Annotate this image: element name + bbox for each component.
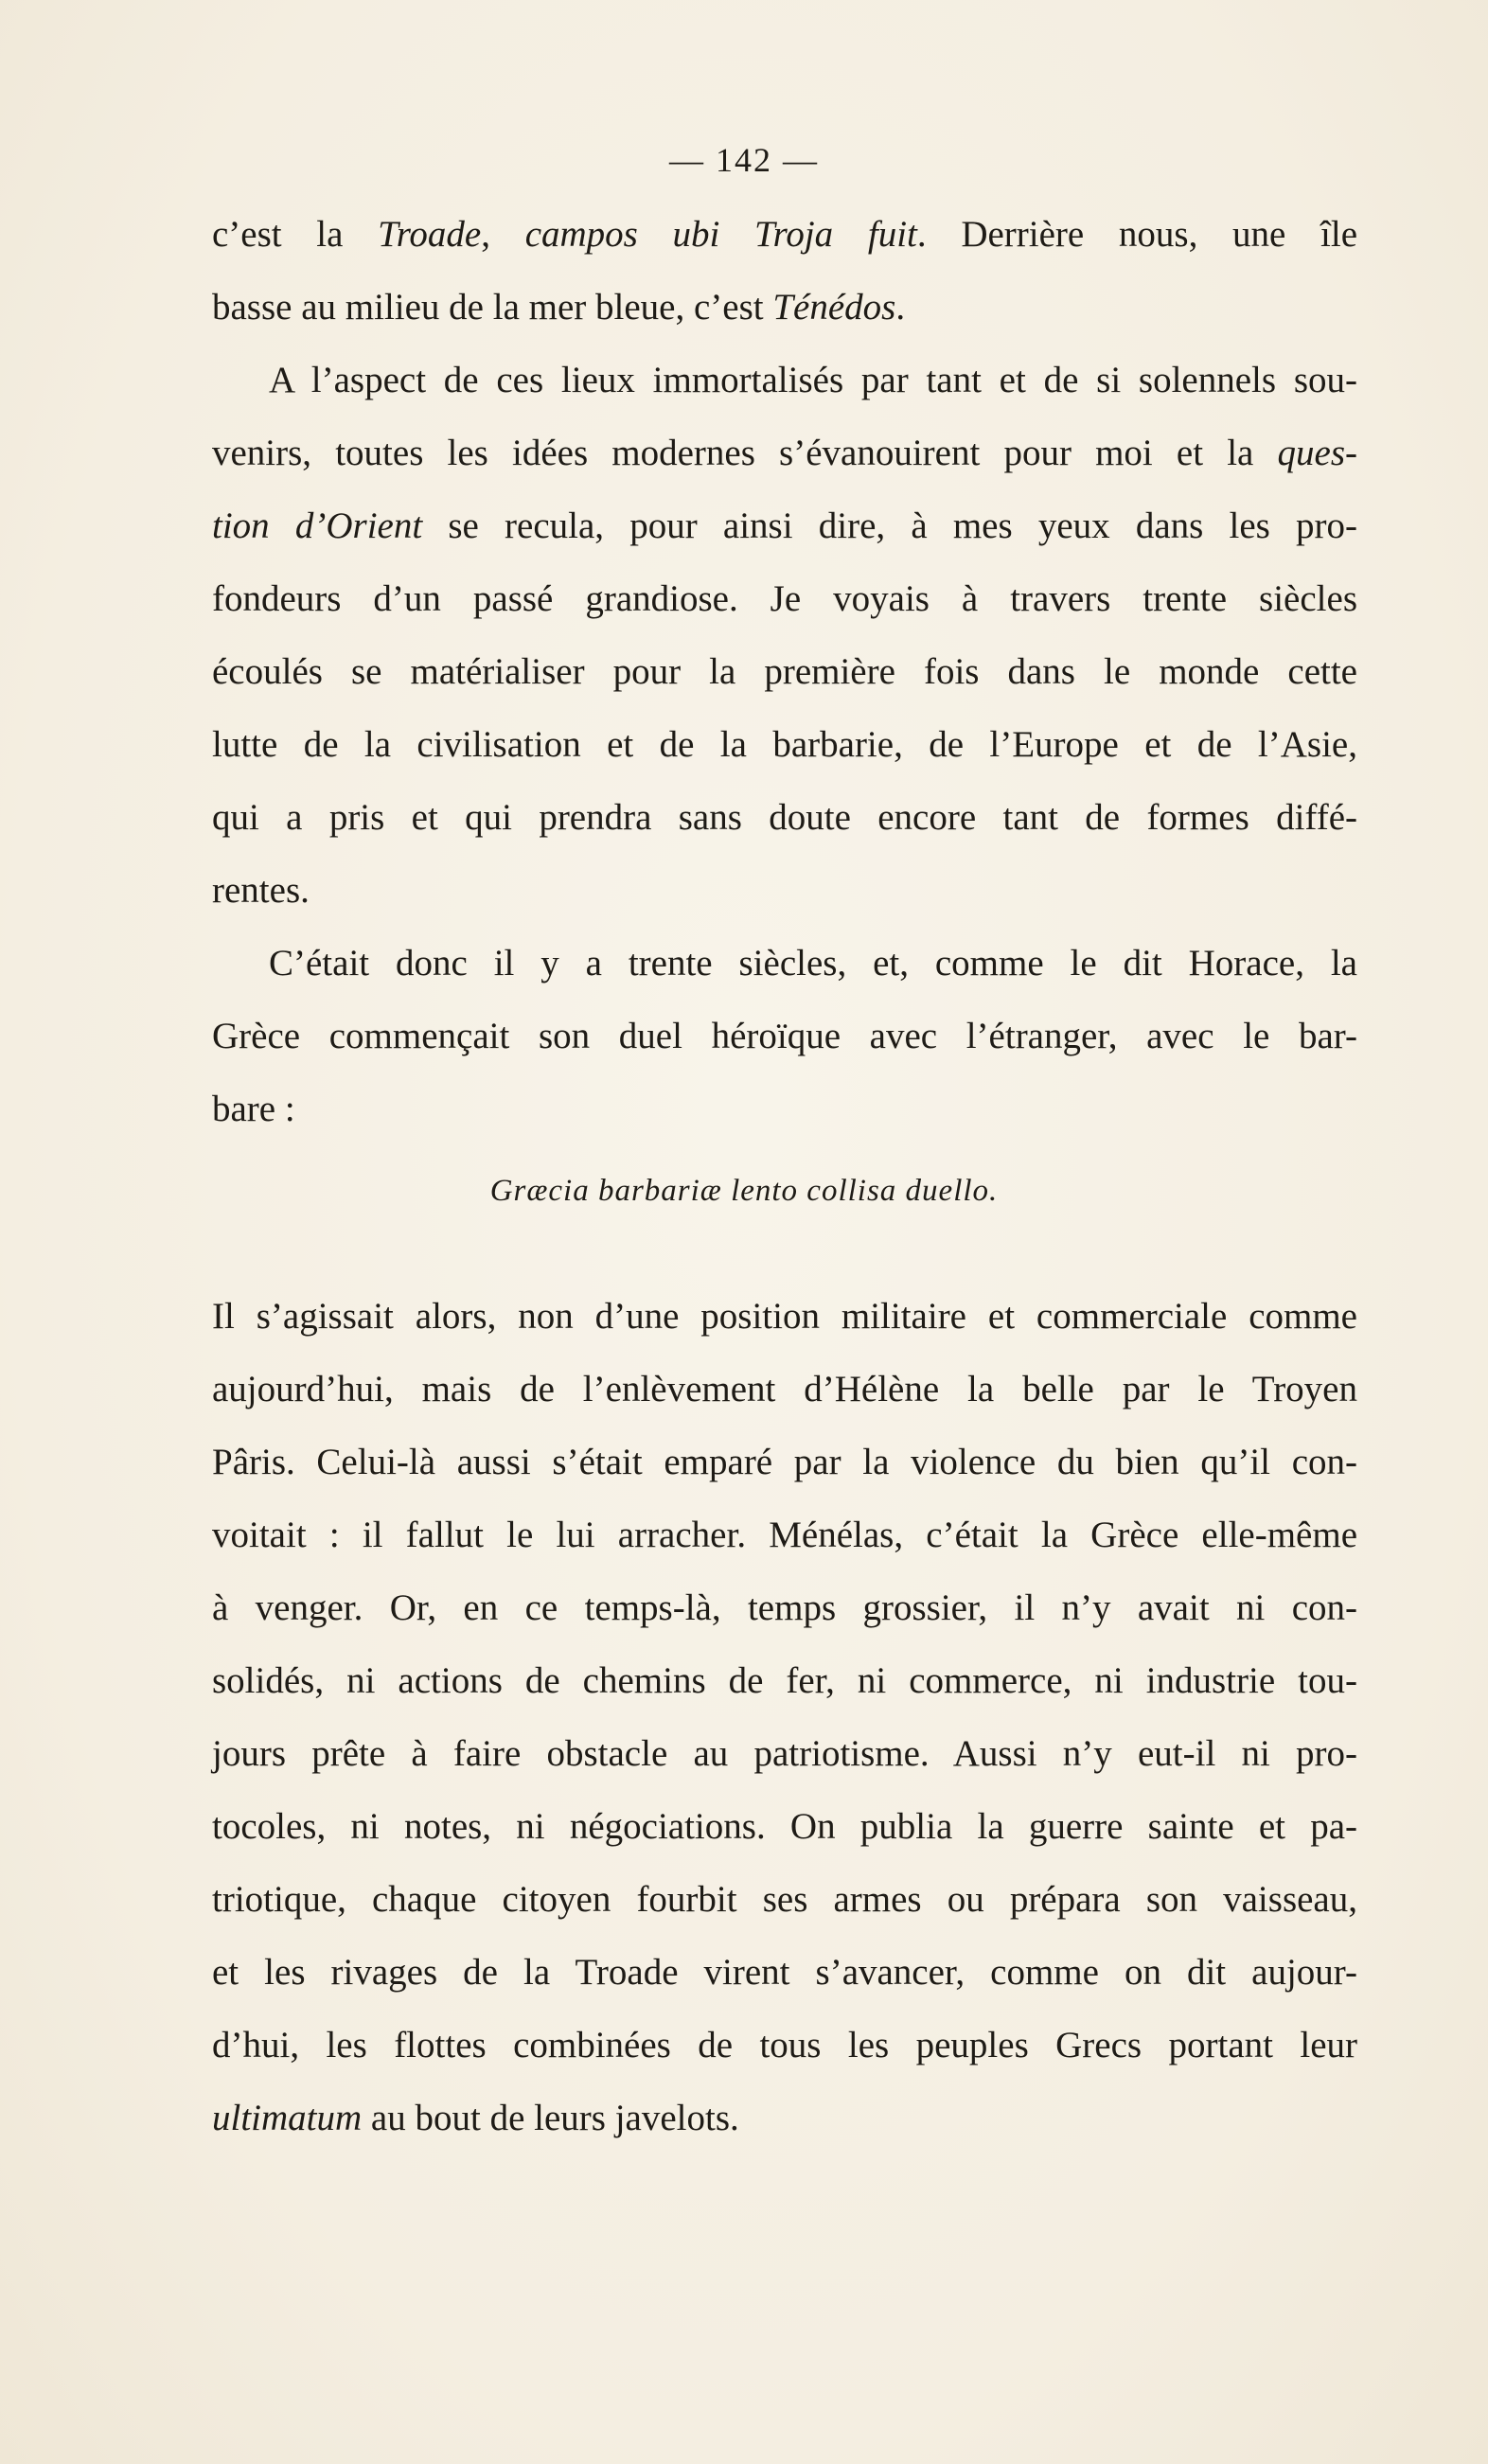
text-line: solidés, ni actions de chemins de fer, ni commerce, ni industrie tou- [212,1660,1357,1701]
text-line: aujourd’hui, mais de l’enlèvement d’Hélène la belle par le Troyen [212,1369,1357,1409]
text-line: venirs, toutes les idées modernes s’évanouirent pour moi et la ques- [212,433,1357,473]
text-line: ultimatum au bout de leurs javelots. [212,2098,739,2138]
text-block-1 [212,198,1357,1145]
text-line: d’hui, les flottes combinées de tous les peuples Grecs portant leur [212,2025,1357,2065]
text-line: rentes. [212,870,310,911]
text-line: qui a pris et qui prendra sans doute encore tant de formes diffé- [212,797,1357,838]
page-number: — 142 — [669,141,819,179]
text-line: tion d’Orient se recula, pour ainsi dire, à mes yeux dans les pro- [212,505,1357,546]
text-line: c’est la Troade, campos ubi Troja fuit. Derrière nous, une île [212,214,1358,255]
text-line: à venger. Or, en ce temps-là, temps grossier, il n’y avait ni con- [212,1587,1357,1628]
text-line: Grèce commençait son duel héroïque avec l’étranger, avec le bar- [212,1016,1357,1056]
text-line: basse au milieu de la mer bleue, c’est Ténédos. [212,287,906,328]
text-block-2 [212,1280,1357,2154]
text-line: Pâris. Celui-là aussi s’était emparé par la violence du bien qu’il con- [212,1442,1357,1482]
text-line: lutte de la civilisation et de la barbarie, de l’Europe et de l’Asie, [212,724,1357,765]
text-line: bare : [212,1089,295,1129]
text-line: voitait : il fallut le lui arracher. Ménélas, c’était la Grèce elle-même [212,1515,1357,1555]
text-line: et les rivages de la Troade virent s’avancer, comme on dit aujour- [212,1952,1357,1993]
text-line: jours prête à faire obstacle au patriotisme. Aussi n’y eut-il ni pro- [212,1733,1357,1774]
text-line: fondeurs d’un passé grandiose. Je voyais à travers trente siècles [212,578,1357,619]
text-line: A l’aspect de ces lieux immortalisés par tant et de si solennels sou- [269,360,1357,400]
text-line: tocoles, ni notes, ni négociations. On publia la guerre sainte et pa- [212,1806,1357,1847]
text-line: triotique, chaque citoyen fourbit ses armes ou prépara son vaisseau, [212,1879,1357,1920]
latin-quotation: Græcia barbariæ lento collisa duello. [489,1174,999,1208]
text-line: Il s’agissait alors, non d’une position militaire et commerciale comme [212,1296,1357,1337]
text-line: C’était donc il y a trente siècles, et, comme le dit Horace, la [269,943,1357,984]
text-line: écoulés se matérialiser pour la première fois dans le monde cette [212,651,1357,692]
